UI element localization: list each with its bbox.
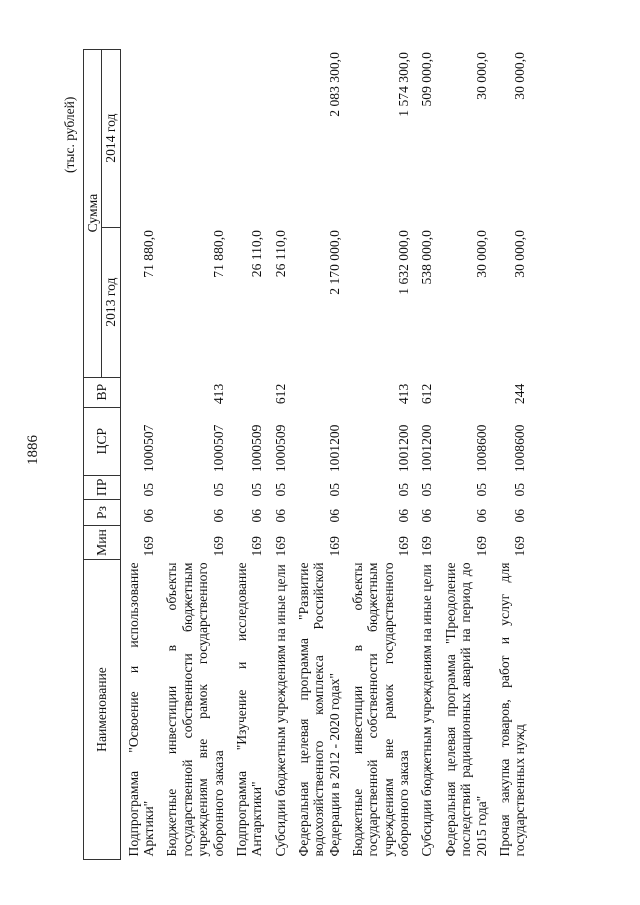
row-csr: 1001200	[396, 424, 412, 473]
row-min: 169	[210, 536, 226, 557]
row-min: 169	[272, 536, 288, 557]
row-rz: 06	[326, 508, 342, 523]
row-csr: 1000509	[272, 424, 288, 473]
row-pr: 05	[326, 482, 342, 497]
row-rz: 06	[473, 508, 489, 523]
units-label: (тыс. рублей)	[62, 96, 77, 173]
row-min: 169	[249, 536, 265, 557]
row-rz: 06	[210, 508, 226, 523]
row-min: 169	[419, 536, 435, 557]
table-row	[492, 49, 531, 859]
page-number: 1886	[25, 435, 41, 465]
row-vr: 244	[512, 383, 528, 405]
row-2014	[120, 49, 159, 227]
row-2014: 30 000,0	[512, 52, 528, 100]
row-csr: 1001200	[419, 424, 435, 473]
header-vr: ВР	[84, 377, 121, 407]
row-2013: 30 000,0	[473, 230, 489, 278]
header-name: Наименование	[84, 560, 121, 860]
row-name: Бюджетные инвестиции в объекты государственной собственности бюджетным учреждениям вне рамок государственного оборонного заказа	[350, 562, 412, 857]
row-2013: 26 110,0	[272, 230, 288, 278]
row-vr	[229, 377, 268, 407]
row-pr: 05	[272, 482, 288, 497]
row-rz: 06	[249, 508, 265, 523]
table-row	[345, 49, 414, 859]
row-2013: 71 880,0	[141, 230, 157, 278]
row-2013: 26 110,0	[249, 230, 265, 278]
row-csr: 1008600	[473, 424, 489, 473]
row-min: 169	[396, 536, 412, 557]
row-2014: 1 574 300,0	[396, 52, 412, 117]
row-name: Прочая закупка товаров, работ и услуг для государственных нужд	[496, 562, 528, 857]
budget-table	[83, 49, 531, 860]
table-header	[84, 49, 121, 859]
row-vr	[438, 377, 492, 407]
header-csr: ЦСР	[84, 407, 121, 475]
header-rz: Рз	[84, 500, 121, 526]
row-name: Федеральная целевая программа "Преодоление последствий радиационных аварий на период до 2015 года"	[442, 562, 489, 857]
table-row	[414, 49, 437, 859]
row-csr: 1000509	[249, 424, 265, 473]
row-name: Субсидии бюджетным учреждениям на иные цели	[272, 564, 288, 857]
row-pr: 05	[396, 482, 412, 497]
table-row	[291, 49, 345, 859]
row-2013: 30 000,0	[512, 230, 528, 278]
row-name: Подпрограмма "Изучение и исследование Антарктики"	[233, 562, 265, 857]
row-2014: 509 000,0	[419, 52, 435, 107]
row-pr: 05	[249, 482, 265, 497]
row-min: 169	[512, 536, 528, 557]
row-2013: 2 170 000,0	[326, 230, 342, 295]
table-row	[229, 49, 268, 859]
row-rz: 06	[272, 508, 288, 523]
table-row	[268, 49, 291, 859]
row-2014: 30 000,0	[473, 52, 489, 100]
row-rz: 06	[512, 508, 528, 523]
row-min: 169	[141, 536, 157, 557]
row-vr	[120, 377, 159, 407]
table-row	[159, 49, 228, 859]
header-2013: 2013 год	[102, 227, 120, 377]
header-pr: ПР	[84, 475, 121, 499]
row-2013: 71 880,0	[210, 230, 226, 278]
row-vr: 612	[419, 383, 435, 405]
row-csr: 1001200	[326, 424, 342, 473]
row-pr: 05	[141, 482, 157, 497]
row-2014	[159, 49, 228, 227]
table-row	[120, 49, 159, 859]
row-vr: 413	[396, 383, 412, 405]
table-body	[120, 49, 530, 859]
row-min: 169	[473, 536, 489, 557]
row-csr: 1000507	[210, 424, 226, 473]
row-2014	[229, 49, 268, 227]
row-vr: 413	[210, 383, 226, 405]
row-vr: 612	[272, 383, 288, 405]
row-rz: 06	[396, 508, 412, 523]
row-name: Подпрограмма "Освоение и использование Арктики"	[125, 562, 157, 857]
row-rz: 06	[419, 508, 435, 523]
row-2013: 1 632 000,0	[396, 230, 412, 295]
header-sum: Сумма	[84, 49, 102, 377]
row-pr: 05	[512, 482, 528, 497]
row-pr: 05	[210, 482, 226, 497]
row-pr: 05	[419, 482, 435, 497]
row-2014	[268, 49, 291, 227]
row-name: Субсидии бюджетным учреждениям на иные цели	[419, 564, 435, 857]
row-name: Федеральная целевая программа "Развитие водохозяйственного комплекса Российской Федерации в 2012 - 2020 годах"	[295, 562, 342, 857]
row-csr: 1000507	[141, 424, 157, 473]
row-csr: 1008600	[512, 424, 528, 473]
table-row	[438, 49, 492, 859]
row-pr: 05	[473, 482, 489, 497]
row-name: Бюджетные инвестиции в объекты государственной собственности бюджетным учреждениям вне рамок государственного оборонного заказа	[164, 562, 226, 857]
header-2014: 2014 год	[102, 49, 120, 227]
row-vr	[291, 377, 345, 407]
row-min: 169	[326, 536, 342, 557]
row-2014: 2 083 300,0	[326, 52, 342, 117]
header-min: Мин	[84, 526, 121, 560]
row-2013: 538 000,0	[419, 230, 435, 285]
row-rz: 06	[141, 508, 157, 523]
